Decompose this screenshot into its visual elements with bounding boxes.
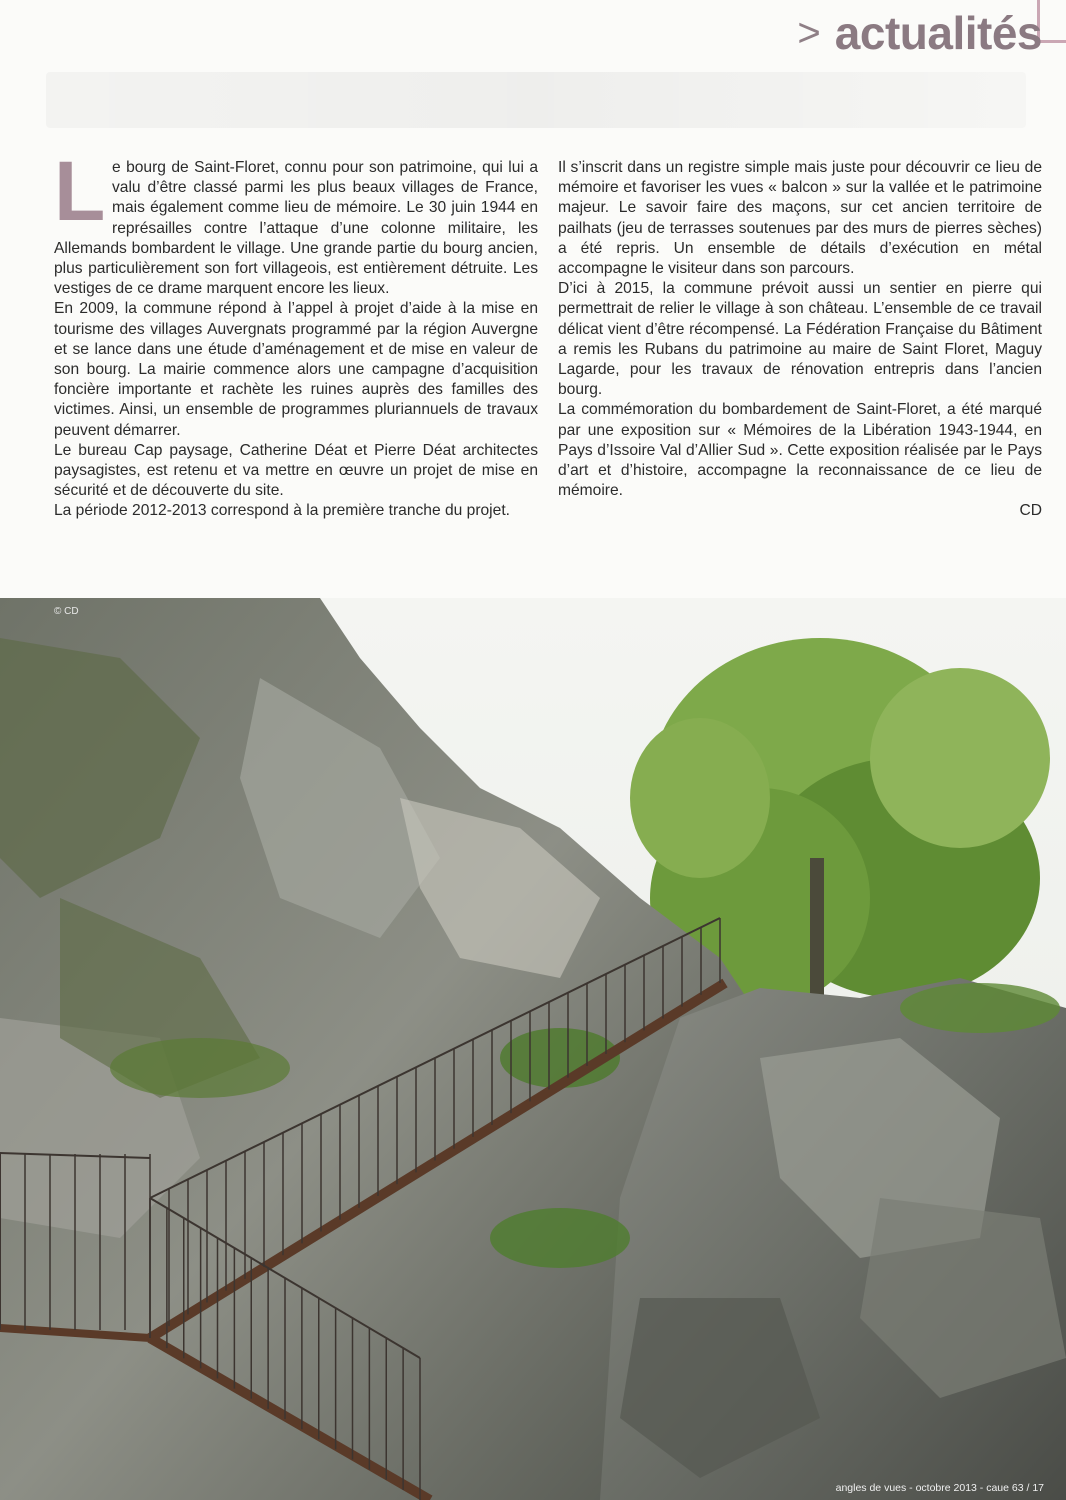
article-column-right [558, 158, 1042, 522]
paragraph: Le bureau Cap paysage, Catherine Déat et Pierre Déat architectes paysagistes, est retenu et va mettre en œuvre un projet de mise en sécurité et de découverte du site. [54, 441, 538, 500]
photo-credit: © CD [54, 606, 79, 617]
paragraph [54, 144, 538, 299]
author-signature: CD [1019, 502, 1042, 520]
section-header [797, 7, 1042, 59]
paragraph: D’ici à 2015, la commune prévoit aussi un sentier en pierre qui permettrait de relier le village à son château. L’ensemble de ce travail délicat vient d’être récompensé. La Fédération Française du Bâtiment a remis les Rubans du patrimoine au maire de Saint Floret, Maguy Lagarde, pour les travaux de rénovation entrepris dans l’ancien bourg. [558, 280, 1042, 399]
cliff-staircase-photo [0, 598, 1066, 1500]
drop-cap: L [54, 144, 106, 238]
faded-headline-band [46, 72, 1026, 128]
article-column-left [54, 144, 538, 522]
page-footer: angles de vues - octobre 2013 - caue 63 / 17 [835, 1482, 1044, 1494]
paragraph: Il s’inscrit dans un registre simple mais juste pour découvrir ce lieu de mémoire et favoriser les vues « balcon » sur la vallée et le patrimoine majeur. Le savoir faire des maçons, sur cet ancien territoire de pailhats (jeu de terrasses soutenues par des murs de pierres sèches) a été repris. Un ensemble de détails d’exécution en métal accompagne le visiteur dans son parcours. [558, 159, 1042, 278]
paragraph: La période 2012-2013 correspond à la première tranche du projet. [54, 502, 510, 520]
paragraph: En 2009, la commune répond à l’appel à projet d’aide à la mise en tourisme des villages Auvergnats programmé par la région Auvergne et se lance dans une étude d’aménagement et de mise en valeur de son bourg. La mairie commence alors une campagne d’acquisition foncière importante et rachète les ruines auprès des familles des victimes. Ainsi, un ensemble de programmes pluriannuels de travaux peuvent démarrer. [54, 300, 538, 439]
paragraph-text: e bourg de Saint-Floret, connu pour son patrimoine, qui lui a valu d’être classé parmi les plus beaux villages de France, mais également comme lieu de mémoire. Le 30 juin 1944 en représailles contre l’attaque d’une colonne militaire, les Allemands bombardent le village. Une grande partie du bourg ancien, plus particulièrement son fort villageois, est entièrement détruite. Les vestiges de ce drame marquent encore les lieux. [54, 159, 538, 298]
paragraph: La commémoration du bombardement de Saint-Floret, a été marqué par une exposition sur « Mémoires de la Libération 1943-1944, en Pays d’Issoire Val d’Allier Sud ». Cette exposition réalisée par le Pays d’art et d’histoire, accompagne la reconnaissance de ce lieu de mémoire. [558, 401, 1042, 500]
section-title: actualités [834, 7, 1042, 59]
chevron-right-icon: > [797, 11, 821, 55]
